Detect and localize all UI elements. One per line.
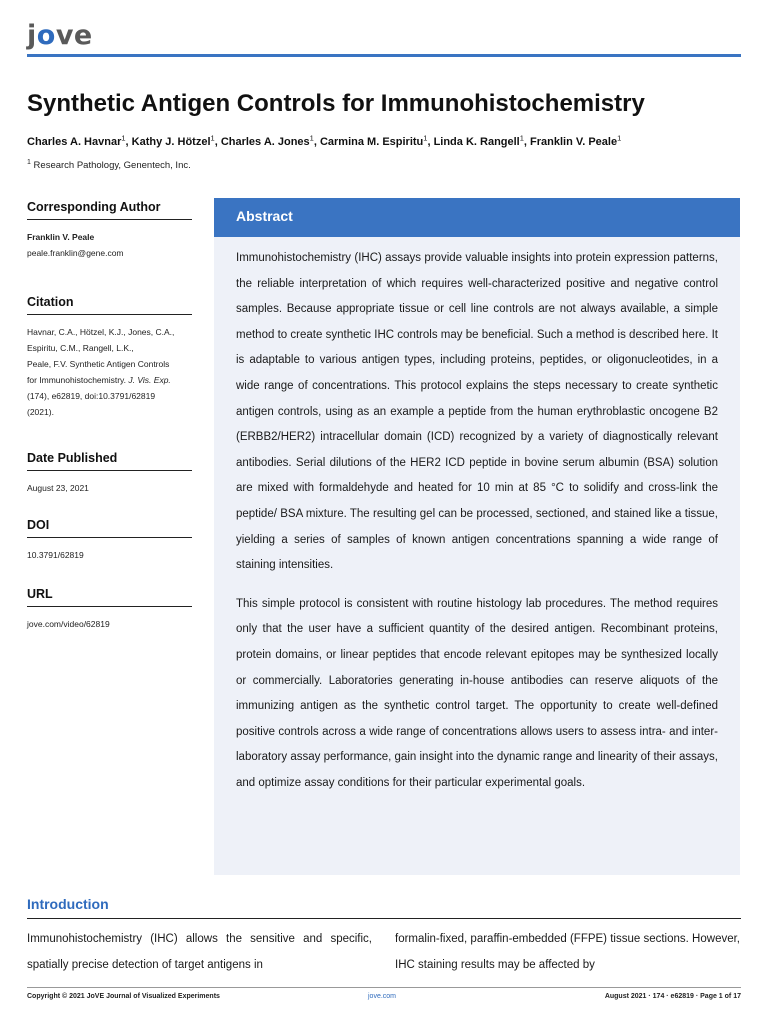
corresponding-author-name: Franklin V. Peale	[27, 232, 95, 242]
introduction-rule	[27, 918, 741, 919]
doi-heading: DOI	[27, 518, 192, 538]
footer-site-link[interactable]: jove.com	[368, 993, 397, 1000]
corresponding-author-section	[27, 200, 192, 261]
url-heading: URL	[27, 587, 192, 607]
header-rule	[27, 54, 741, 57]
author: Charles A. Havnar$^1$,	[27, 133, 132, 148]
author-list	[27, 133, 621, 148]
author: Carmina M. Espiritu$^1$,	[319, 133, 434, 148]
intro-left-column: Immunohistochemistry (IHC) allows the sensitive and specific, spatially precise detection of target antigens in	[27, 933, 372, 971]
date-published-heading: Date Published	[27, 451, 192, 471]
citation-section	[27, 295, 192, 420]
abstract-heading: Abstract	[214, 198, 740, 237]
paper-title: Synthetic Antigen Controls for Immunohistochemistry	[27, 90, 645, 117]
affiliation: $^1$ Research Pathology, Genentech, Inc.	[27, 159, 191, 172]
footer-rule	[27, 987, 741, 988]
citation-text: Havnar, C.A., Hötzel, K.J., Jones, C.A., Espiritu, C.M., Rangell, L.K., Peale, F.V. Synthetic Antigen Controls for Immunohistochemistry. J. Vis. Exp. (174), e62819, doi:10.3791/62819 (2021).	[27, 327, 175, 417]
author: Charles A. Jones$^1$,	[220, 133, 320, 148]
jove-logo: jove	[27, 20, 93, 51]
author: Kathy J. Hötzel$^1$,	[131, 133, 221, 148]
footer-copyright: Copyright © 2021 JoVE Journal of Visualized Experiments	[27, 993, 220, 1000]
date-published-value: August 23, 2021	[27, 483, 89, 493]
doi-section	[27, 518, 192, 563]
citation-heading: Citation	[27, 295, 192, 315]
url-value[interactable]: jove.com/video/62819	[27, 619, 110, 629]
author: Franklin V. Peale$^1$	[530, 133, 622, 148]
corresponding-author-email[interactable]: peale.franklin@gene.com	[27, 248, 124, 258]
footer-page-info: August 2021 · 174 · e62819 · Page 1 of 17	[604, 993, 741, 1000]
introduction-heading: Introduction	[27, 896, 109, 912]
author: Linda K. Rangell$^1$,	[433, 133, 531, 148]
url-section	[27, 587, 192, 632]
date-published-section	[27, 451, 192, 496]
abstract-paragraph: This simple protocol is consistent with routine histology lab procedures. The method requires only that the user have a sufficient quantity of the desired antigen. Recombinant proteins, protein domains, or linear peptides that encode relevant epitopes may be synthesized locally or commercially. Laboratories generating in-house antibodies can reserve aliquots of the immunizing antigen as the synthetic control target. The opportunity to create well-defined positive controls across a wide range of concentrations allows users to assess intra- and inter-laboratory assay performance, gain insight into the dynamic range and linearity of their assays, and optimize assay conditions for their particular experimental goals.	[236, 597, 718, 789]
abstract-paragraph: Immunohistochemistry (IHC) assays provide valuable insights into protein expression patterns, the reliable interpretation of which requires well-characterized positive and negative control samples. Because appropriate tissue or cell line controls are not always available, a simple method to create synthetic IHC controls may be beneficial. Such a method is described here. It is adaptable to various antigen types, including proteins, peptides, or oligonucleotides, in a wide range of concentrations. This protocol explains the steps necessary to create synthetic antigen controls, using as an example a peptide from the human erythroblastic oncogene B2 (ERBB2/HER2) intracellular domain (ICD) recognized by a variety of diagnostically relevant antibodies. Serial dilutions of the HER2 ICD peptide in bovine serum albumin (BSA) solution are mixed with formaldehyde and heated for 10 min at 85 °C to solidify and cross-link the peptide/ BSA mixture. The resulting gel can be processed, sectioned, and stained like a tissue, yielding a series of samples of known antigen concentrations spanning a wide range of staining intensities.	[236, 252, 718, 572]
doi-value[interactable]: 10.3791/62819	[27, 550, 84, 560]
corresponding-author-heading: Corresponding Author	[27, 200, 192, 220]
abstract-box	[214, 198, 740, 875]
intro-right-column: formalin-fixed, paraffin-embedded (FFPE) tissue sections. However, IHC staining results may be affected by	[395, 933, 740, 971]
